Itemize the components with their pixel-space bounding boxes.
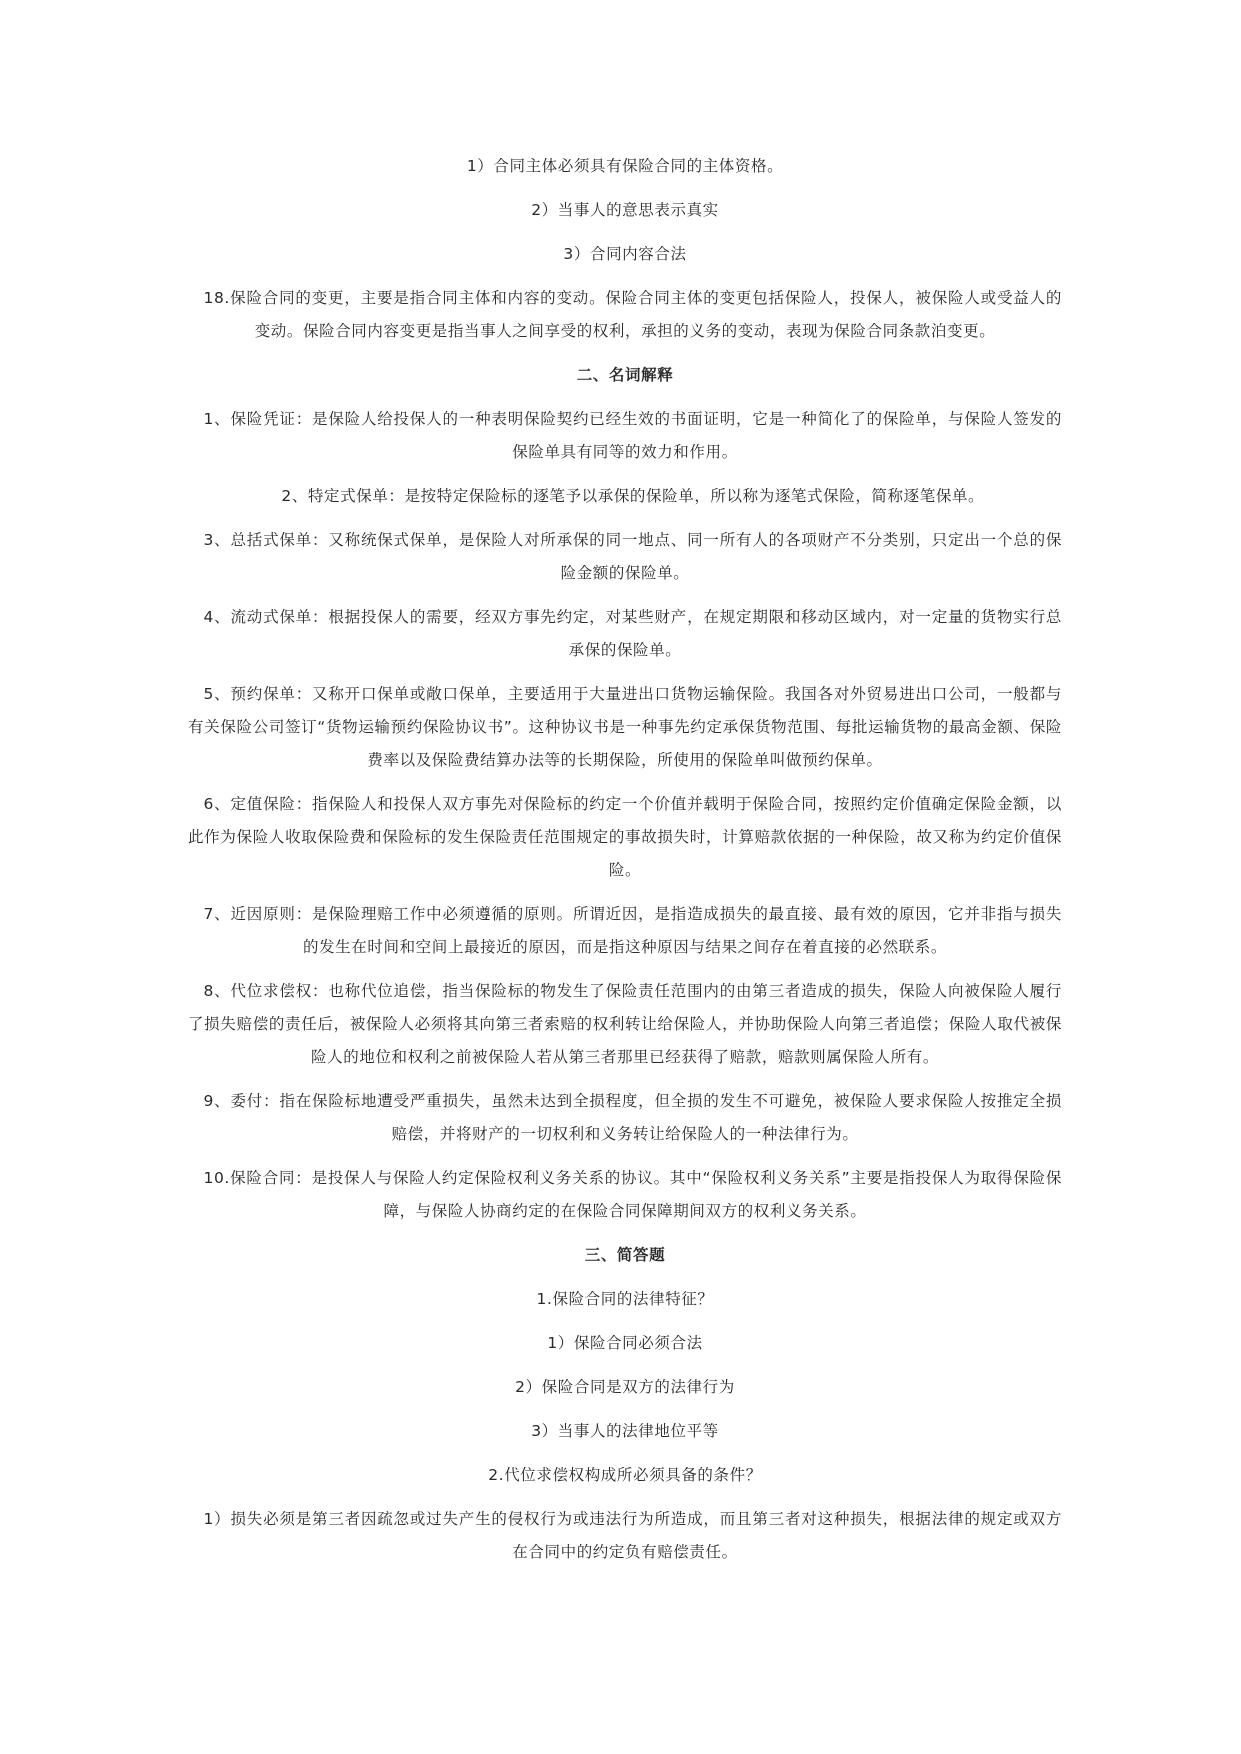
answer-item: 1）损失必须是第三者因疏忽或过失产生的侵权行为或违法行为所造成，而且第三者对这种损失，根据法律的规定或双方在合同中的约定负有赔偿责任。 [203,1510,1062,1561]
answer-item: 3）当事人的法律地位平等 [531,1422,719,1440]
document-page [188,150,1062,1580]
term-item: 10.保险合同：是投保人与保险人约定保险权利义务关系的协议。其中“保险权利义务关系”主要是指投保人为取得保险保障，与保险人协商约定的在保险合同保障期间双方的权利义务关系。 [203,1169,1062,1220]
term-item: 4、流动式保单：根据投保人的需要，经双方事先约定，对某些财产，在规定期限和移动区域内，对一定量的货物实行总承保的保险单。 [203,608,1062,659]
answer-item: 1）保险合同必须合法 [547,1334,703,1352]
condition-item: 3）合同内容合法 [563,245,687,263]
term-item: 2、特定式保单：是按特定保险标的逐笔予以承保的保险单，所以称为逐笔式保险，简称逐笔保单。 [281,487,985,505]
term-item: 7、近因原则：是保险理赔工作中必须遵循的原则。所谓近因，是指造成损失的最直接、最有效的原因，它并非指与损失的发生在时间和空间上最接近的原因，而是指这种原因与结果之间存在着直接的必然联系。 [203,905,1062,956]
section-heading-short-answer: 三、简答题 [584,1246,666,1264]
condition-item: 2）当事人的意思表示真实 [531,201,719,219]
question-2: 2.代位求偿权构成所必须具备的条件？ [488,1466,762,1484]
term-item: 5、预约保单：又称开口保单或敞口保单，主要适用于大量进出口货物运输保险。我国各对外贸易进出口公司，一般都与有关保险公司签订“货物运输预约保险协议书”。这种协议书是一种事先约定承保货物范围、每批运输货物的最高金额、保险费率以及保险费结算办法等的长期保险，所使用的保险单叫做预约保单。 [188,685,1062,769]
section-heading-terms: 二、名词解释 [576,366,674,384]
answer-item: 2）保险合同是双方的法律行为 [515,1378,735,1396]
condition-item: 1）合同主体必须具有保险合同的主体资格。 [466,157,784,175]
paragraph-18: 18.保险合同的变更，主要是指合同主体和内容的变动。保险合同主体的变更包括保险人，投保人，被保险人或受益人的变动。保险合同内容变更是指当事人之间享受的权利，承担的义务的变动，表现为保险合同条款泊变更。 [203,289,1062,340]
term-item: 9、委付：指在保险标地遭受严重损失，虽然未达到全损程度，但全损的发生不可避免，被保险人要求保险人按推定全损赔偿，并将财产的一切权利和义务转让给保险人的一种法律行为。 [203,1092,1062,1143]
question-1: 1.保险合同的法律特征？ [536,1290,714,1308]
term-item: 6、定值保险：指保险人和投保人双方事先对保险标的约定一个价值并载明于保险合同，按照约定价值确定保险金额，以此作为保险人收取保险费和保险标的发生保险责任范围规定的事故损失时，计算赔款依据的一种保险，故又称为约定价值保险。 [188,795,1062,879]
term-item: 3、总括式保单：又称统保式保单，是保险人对所承保的同一地点、同一所有人的各项财产不分类别，只定出一个总的保险金额的保险单。 [203,531,1062,582]
term-item: 8、代位求偿权：也称代位追偿，指当保险标的物发生了保险责任范围内的由第三者造成的损失，保险人向被保险人履行了损失赔偿的责任后，被保险人必须将其向第三者索赔的权利转让给保险人，并协助保险人向第三者追偿；保险人取代被保险人的地位和权利之前被保险人若从第三者那里已经获得了赔款，赔款则属保险人所有。 [188,982,1062,1066]
term-item: 1、保险凭证：是保险人给投保人的一种表明保险契约已经生效的书面证明，它是一种简化了的保险单，与保险人签发的保险单具有同等的效力和作用。 [203,410,1062,461]
